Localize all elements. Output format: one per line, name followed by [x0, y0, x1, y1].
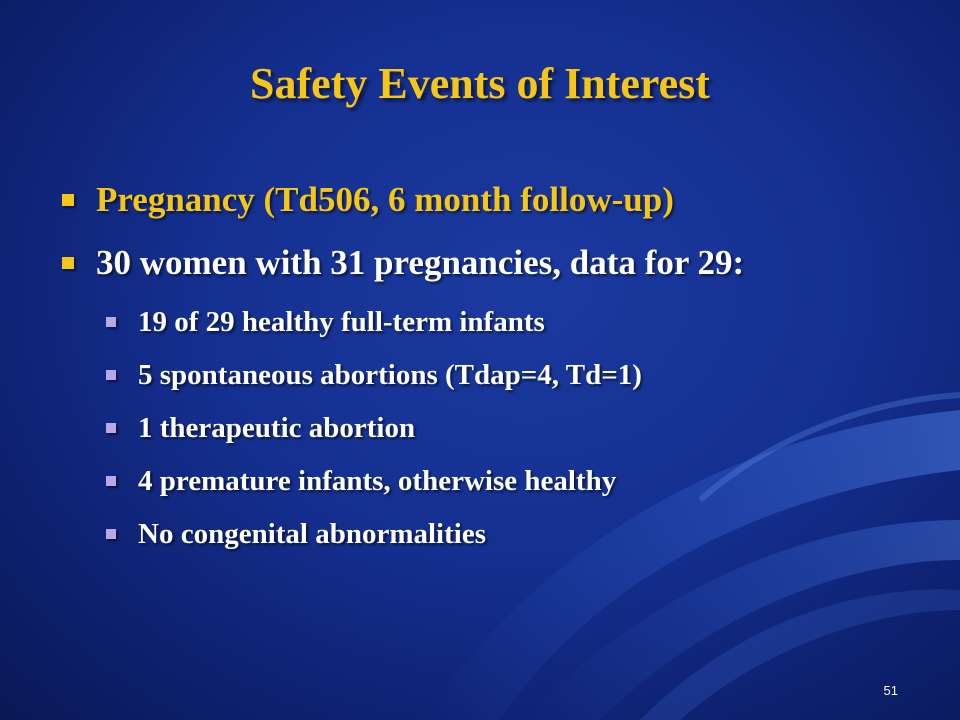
bullet-women-pregnancies	[62, 239, 932, 302]
slide-title: Safety Events of Interest	[250, 59, 710, 108]
square-bullet-icon	[106, 370, 116, 380]
sub-bullet-premature-infants	[106, 461, 932, 514]
sub-bullet-congenital-abnormalities	[106, 514, 932, 567]
square-bullet-icon	[106, 476, 116, 486]
bullet-text: 30 women with 31 pregnancies, data for 29:	[96, 243, 745, 282]
sub-bullet-text: 19 of 29 healthy full-term infants	[138, 306, 545, 338]
sub-bullet-text: 4 premature infants, otherwise healthy	[138, 465, 617, 497]
bullet-list	[62, 176, 932, 567]
square-bullet-icon	[62, 194, 74, 206]
bullet-pregnancy	[62, 176, 932, 239]
sub-bullet-therapeutic-abortion	[106, 408, 932, 461]
square-bullet-icon	[106, 529, 116, 539]
bullet-text: Pregnancy (Td506, 6 month follow-up)	[96, 180, 674, 219]
sub-bullet-text: No congenital abnormalities	[138, 518, 486, 550]
sub-bullet-text: 5 spontaneous abortions (Tdap=4, Td=1)	[138, 359, 642, 391]
sub-bullet-healthy-infants	[106, 302, 932, 355]
sub-bullet-text: 1 therapeutic abortion	[138, 412, 416, 444]
square-bullet-icon	[62, 257, 74, 269]
square-bullet-icon	[106, 423, 116, 433]
square-bullet-icon	[106, 317, 116, 327]
sub-bullet-spontaneous-abortions	[106, 355, 932, 408]
page-number: 51	[883, 683, 898, 698]
